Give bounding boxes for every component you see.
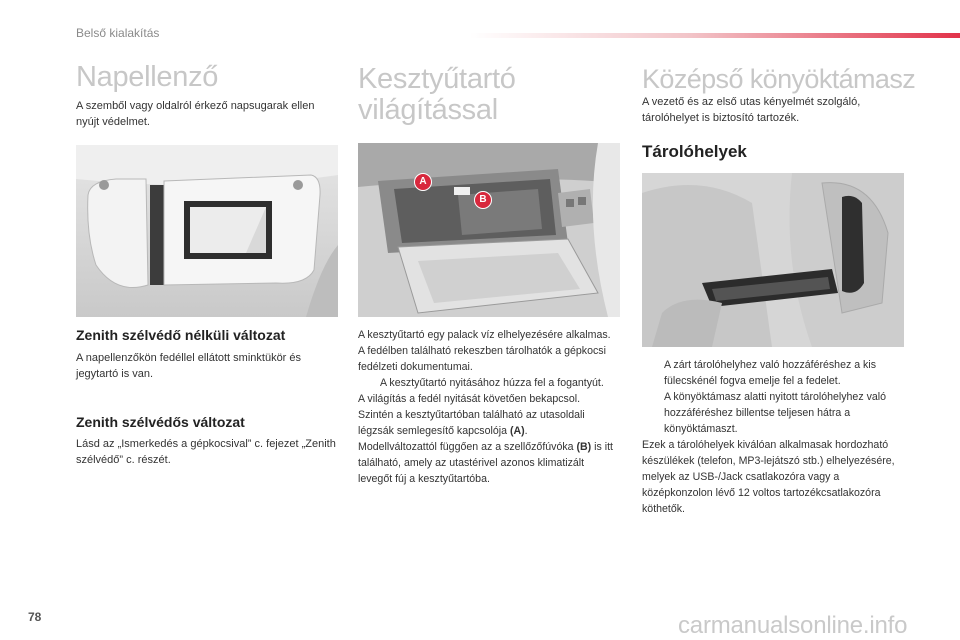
title-glovebox-line2: világítással xyxy=(358,94,498,126)
glovebox-p4: Szintén a kesztyűtartóban található az utasoldali légzsák semlegesítő kapcsolója (A). xyxy=(358,409,585,437)
marker-b-label: B xyxy=(479,194,487,205)
armrest-bullet2: A könyöktámasz alatti nyitott tárolóhelyhez való hozzáféréshez billentse teljesen hátra a könyöktámaszt. xyxy=(664,391,886,435)
subhead-zenith: Zenith szélvédős változat xyxy=(76,414,245,430)
marker-a-label: A xyxy=(419,176,427,187)
text-zenith: Lásd az „Ismerkedés a gépkocsival” c. fejezet „Zenith szélvédő” c. részét. xyxy=(76,438,336,466)
glovebox-p5: Modellváltozattól függően az a szellőzőfúvóka (B) is itt található, amely az utastérivel azonos klimatizált levegőt fúj a kesztyűtartóba. xyxy=(358,441,613,485)
title-glovebox-line1: Kesztyűtartó xyxy=(358,63,516,95)
title-sun-visor: Napellenző xyxy=(76,61,219,93)
marker-b-badge xyxy=(474,191,492,209)
armrest-bullet1: A zárt tárolóhelyhez való hozzáféréshez a kis fülecskénél fogva emelje fel a fedelet. xyxy=(664,359,876,387)
marker-a-badge xyxy=(414,173,432,191)
title-glovebox xyxy=(358,64,516,126)
intro-sun-visor: A szemből vagy oldalról érkező napsugarak ellen nyújt védelmet. xyxy=(76,100,315,128)
glovebox-p2: A fedélben található rekeszben tárolhatók a gépkocsi fedélzeti dokumentumai. xyxy=(358,345,606,373)
sun-visor-image xyxy=(76,145,338,317)
armrest-body xyxy=(642,357,904,517)
header-accent-bar xyxy=(470,33,960,38)
text-no-zenith: A napellenzőkön fedéllel ellátott sminktükör és jegytartó is van. xyxy=(76,352,302,380)
armrest-image xyxy=(642,173,904,347)
glovebox-bullet1: A kesztyűtartó nyitásához húzza fel a fogantyút. xyxy=(380,377,604,389)
armrest-p1: Ezek a tárolóhelyek kiválóan alkalmasak hordozható készülékek (telefon, MP3-lejátszó stb.) elhelyezésére, melyek az USB-/Jack csatlakozóra vagy a középkonzolon lévő 12 voltos tartozékcsatlakozóra köthetők. xyxy=(642,439,895,515)
glovebox-image xyxy=(358,143,620,317)
watermark: carmanualsonline.info xyxy=(678,612,908,639)
intro-armrest: A vezető és az első utas kényelmét szolgáló, tárolóhelyet is biztosító tartozék. xyxy=(642,96,861,124)
glovebox-p3: A világítás a fedél nyitását követően bekapcsol. xyxy=(358,393,581,405)
page-number: 78 xyxy=(28,610,42,624)
subhead-no-zenith: Zenith szélvédő nélküli változat xyxy=(76,327,286,343)
glovebox-p1: A kesztyűtartó egy palack víz elhelyezésére alkalmas. xyxy=(358,329,611,341)
glovebox-body xyxy=(358,327,620,487)
section-header: Belső kialakítás xyxy=(76,26,160,40)
subhead-storage: Tárolóhelyek xyxy=(642,142,747,161)
title-armrest: Középső könyöktámasz xyxy=(642,64,916,94)
